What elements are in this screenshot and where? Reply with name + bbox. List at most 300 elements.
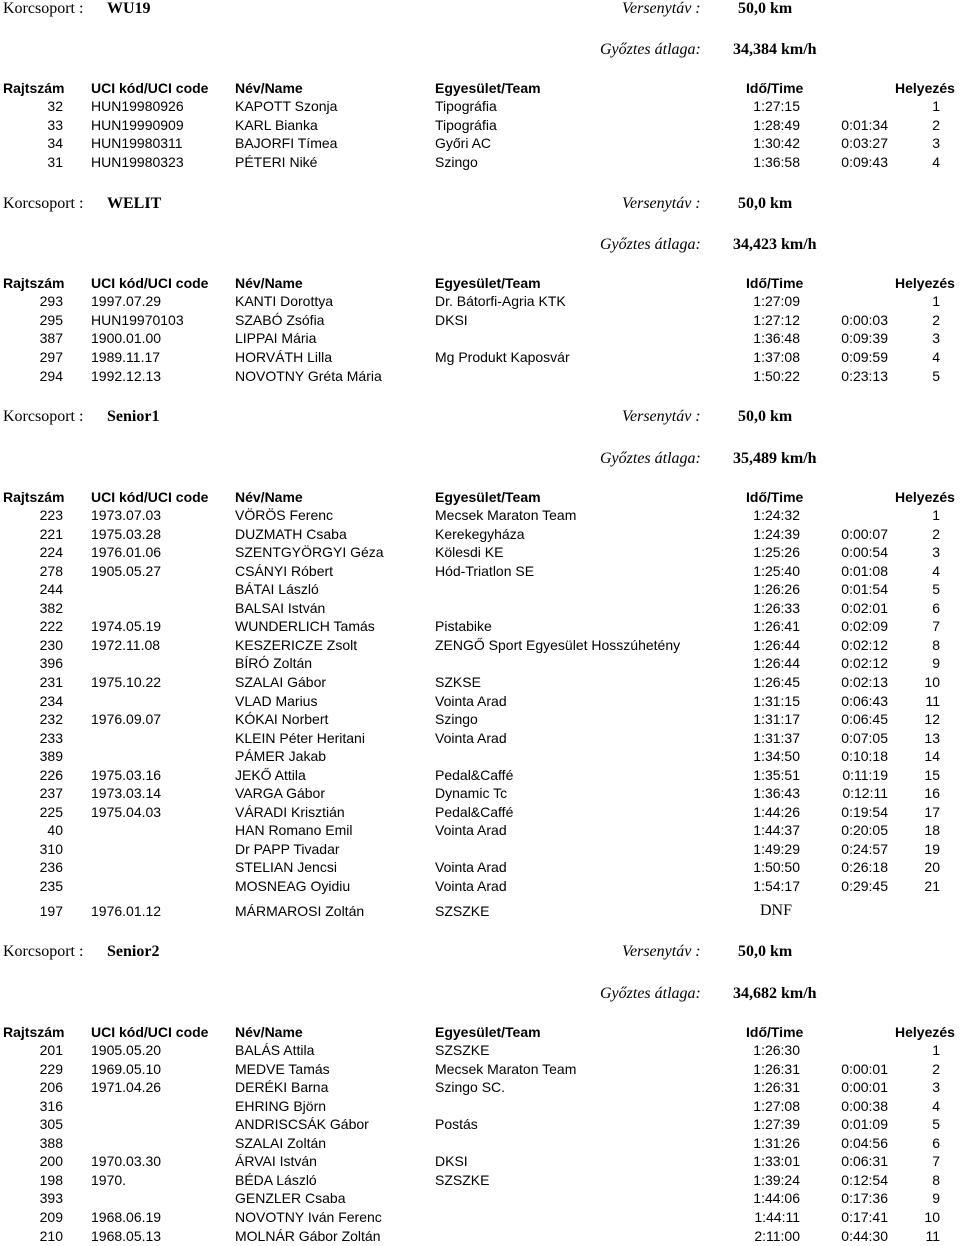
gap-cell: 0:01:08 [841, 562, 888, 579]
time-cell: 1:26:45 [753, 673, 800, 690]
rank-cell: 20 [924, 859, 940, 876]
team-cell: Szingo [435, 711, 478, 728]
header-name: Név/Name [235, 80, 303, 96]
rank-cell: 16 [924, 785, 940, 802]
time-cell: 1:44:26 [753, 803, 800, 820]
category-section [0, 0, 960, 171]
table-row [0, 544, 960, 562]
name-cell: WUNDERLICH Tamás [235, 618, 375, 635]
gap-cell: 0:02:01 [841, 599, 888, 616]
winner-average-value: 35,489 km/h [733, 450, 817, 467]
table-row [0, 804, 960, 822]
bib-cell: 209 [39, 1208, 63, 1225]
name-cell: DUZMATH Csaba [235, 525, 347, 542]
rank-cell: 6 [932, 599, 940, 616]
time-cell: 1:26:33 [753, 599, 800, 616]
category-name: Senior1 [107, 408, 160, 425]
bib-cell: 396 [39, 655, 63, 672]
table-row [0, 293, 960, 311]
rank-cell: 7 [932, 1153, 940, 1170]
gap-cell: 0:01:09 [841, 1116, 888, 1133]
rank-cell: 17 [924, 803, 940, 820]
time-cell: 1:39:24 [753, 1171, 800, 1188]
header-uci-code: UCI kód/UCI code [91, 80, 209, 96]
category-label: Korcsoport : [3, 943, 84, 960]
header-name: Név/Name [235, 1024, 303, 1040]
name-cell: STELIAN Jencsi [235, 859, 337, 876]
name-cell: VLAD Marius [235, 692, 318, 709]
category-name: Senior2 [107, 943, 160, 960]
uci-code-cell: HUN19980311 [91, 135, 183, 152]
time-cell: 1:27:08 [753, 1097, 800, 1114]
gap-cell: 0:00:54 [841, 544, 888, 561]
table-row [0, 1135, 960, 1153]
table-row [0, 1061, 960, 1079]
uci-code-cell: 1975.03.28 [91, 525, 162, 542]
time-cell: 1:31:17 [753, 711, 800, 728]
bib-cell: 293 [39, 293, 63, 309]
time-cell: 1:25:40 [753, 562, 800, 579]
winner-average-label: Győztes átlaga: [600, 985, 701, 1002]
gap-cell: 0:03:27 [841, 135, 888, 152]
name-cell: JEKŐ Attila [235, 766, 306, 783]
table-row [0, 330, 960, 348]
team-cell: Postás [435, 1116, 478, 1133]
time-cell: 1:44:37 [753, 822, 800, 839]
uci-code-cell: 1997.07.29 [91, 293, 162, 309]
rank-cell: 1 [932, 293, 940, 309]
name-cell: SZENTGYÖRGYI Géza [235, 544, 384, 561]
team-cell: Győri AC [435, 135, 492, 152]
name-cell: KESZERICZE Zsolt [235, 636, 358, 653]
header-team: Egyesület/Team [435, 489, 541, 505]
bib-cell: 234 [39, 692, 63, 709]
team-cell: SZSZKE [435, 903, 490, 919]
uci-code-cell: 1976.01.06 [91, 544, 162, 561]
uci-code-cell: 1992.12.13 [91, 367, 162, 384]
table-row [0, 767, 960, 785]
table-header [0, 1024, 960, 1042]
rank-cell: 2 [932, 1060, 940, 1077]
header-rank: Helyezés [895, 489, 955, 505]
uci-code-cell: 1975.04.03 [91, 803, 162, 820]
category-section [0, 195, 960, 384]
time-cell: 1:30:42 [753, 135, 800, 152]
table-row [0, 154, 960, 172]
table-row [0, 711, 960, 729]
table-row [0, 841, 960, 859]
time-cell: 1:27:12 [753, 311, 800, 328]
time-cell: 1:27:09 [753, 293, 800, 309]
header-team: Egyesület/Team [435, 275, 541, 291]
rank-cell: 11 [925, 1227, 940, 1244]
rank-cell: 15 [924, 766, 940, 783]
time-cell: 1:31:37 [753, 729, 800, 746]
table-row [0, 637, 960, 655]
time-cell: 1:24:39 [753, 525, 800, 542]
rank-cell: 3 [932, 135, 940, 152]
name-cell: MOSNEAG Oyidiu [235, 878, 351, 894]
rank-cell: 14 [924, 748, 940, 765]
name-cell: PÁMER Jakab [235, 748, 327, 765]
rank-cell: 1 [932, 507, 940, 523]
bib-cell: 34 [47, 135, 63, 152]
name-cell: BALSAI István [235, 599, 326, 616]
category-label: Korcsoport : [3, 195, 84, 212]
bib-cell: 198 [39, 1171, 63, 1188]
bib-cell: 244 [39, 581, 63, 598]
name-cell: HORVÁTH Lilla [235, 349, 332, 366]
header-name: Név/Name [235, 275, 303, 291]
bib-cell: 206 [39, 1079, 63, 1096]
winner-average-value: 34,423 km/h [733, 236, 817, 253]
table-row [0, 135, 960, 153]
distance-value: 50,0 km [738, 943, 793, 960]
bib-cell: 33 [47, 116, 63, 133]
bib-cell: 226 [39, 766, 63, 783]
team-cell: Tipográfia [435, 98, 497, 114]
header-rank: Helyezés [895, 275, 955, 291]
team-cell: Vointa Arad [435, 878, 507, 894]
time-cell: 1:31:26 [753, 1134, 800, 1151]
rank-cell: 2 [932, 311, 940, 328]
team-cell: ZENGŐ Sport Egyesület Hosszúhetény [435, 636, 681, 653]
table-row [0, 368, 960, 386]
uci-code-cell: 1968.06.19 [91, 1208, 162, 1225]
time-cell: 1:50:22 [753, 367, 800, 384]
dnf-status: DNF [760, 902, 793, 919]
uci-code-cell: 1970. [91, 1171, 127, 1188]
table-header [0, 275, 960, 293]
team-cell: Vointa Arad [435, 822, 507, 839]
distance-value: 50,0 km [738, 0, 793, 17]
rank-cell: 12 [924, 711, 940, 728]
name-cell: BAJORFI Tímea [235, 135, 338, 152]
table-row [0, 1042, 960, 1060]
category-section [0, 943, 960, 1244]
time-cell: 1:25:26 [753, 544, 800, 561]
rank-cell: 5 [932, 581, 940, 598]
gap-cell: 0:00:03 [841, 311, 888, 328]
team-cell: Pedal&Caffé [435, 766, 514, 783]
header-rank: Helyezés [895, 80, 955, 96]
uci-code-cell: 1973.07.03 [91, 507, 162, 523]
table-row [0, 117, 960, 135]
bib-cell: 224 [39, 544, 63, 561]
bib-cell: 236 [39, 859, 63, 876]
gap-cell: 0:06:43 [841, 692, 888, 709]
gap-cell: 0:20:05 [841, 822, 888, 839]
rank-cell: 18 [924, 822, 940, 839]
time-cell: 1:37:08 [753, 349, 800, 366]
time-cell: 1:36:58 [753, 154, 800, 171]
uci-code-cell: HUN19990909 [91, 116, 184, 133]
table-row [0, 618, 960, 636]
time-cell: 1:26:44 [753, 636, 800, 653]
name-cell: SZALAI Gábor [235, 673, 327, 690]
name-cell: SZABÓ Zsófia [235, 311, 325, 328]
team-cell: Mg Produkt Kaposvár [435, 349, 570, 366]
gap-cell: 0:09:39 [841, 330, 888, 347]
uci-code-cell: 1973.03.14 [91, 785, 162, 802]
table-row [0, 674, 960, 692]
time-cell: 1:44:11 [754, 1208, 800, 1225]
distance-label: Versenytáv : [622, 408, 701, 425]
name-cell: MÁRMAROSI Zoltán [235, 903, 365, 919]
table-row [0, 1116, 960, 1134]
gap-cell: 0:17:41 [841, 1208, 888, 1225]
rank-cell: 19 [924, 840, 940, 857]
name-cell: HAN Romano Emil [235, 822, 353, 839]
table-row [0, 526, 960, 544]
rank-cell: 2 [932, 116, 940, 133]
bib-cell: 316 [39, 1097, 63, 1114]
header-time: Idő/Time [746, 275, 804, 291]
gap-cell: 0:00:01 [841, 1079, 888, 1096]
time-cell: 1:26:44 [753, 655, 800, 672]
header-time: Idő/Time [746, 489, 804, 505]
gap-cell: 0:10:18 [841, 748, 888, 765]
bib-cell: 229 [39, 1060, 63, 1077]
name-cell: PÉTERI Niké [235, 154, 318, 171]
bib-cell: 278 [39, 562, 63, 579]
name-cell: VÖRÖS Ferenc [235, 507, 334, 523]
table-row [0, 878, 960, 896]
winner-average-label: Győztes átlaga: [600, 41, 701, 58]
gap-cell: 0:19:54 [841, 803, 888, 820]
rank-cell: 11 [925, 692, 940, 709]
header-bib: Rajtszám [3, 489, 65, 505]
table-header [0, 489, 960, 507]
table-row [0, 730, 960, 748]
team-cell: Pedal&Caffé [435, 803, 514, 820]
team-cell: SZSZKE [435, 1171, 490, 1188]
uci-code-cell: 1972.11.08 [91, 636, 161, 653]
table-row [0, 312, 960, 330]
name-cell: NOVOTNY Gréta Mária [235, 367, 382, 384]
gap-cell: 0:17:36 [841, 1190, 888, 1207]
gap-cell: 0:11:19 [842, 766, 888, 783]
time-cell: 1:26:30 [753, 1042, 800, 1058]
name-cell: MEDVE Tamás [235, 1060, 330, 1077]
time-cell: 1:27:39 [753, 1116, 800, 1133]
distance-value: 50,0 km [738, 195, 793, 212]
bib-cell: 305 [39, 1116, 63, 1133]
table-row [0, 693, 960, 711]
bib-cell: 387 [39, 330, 63, 347]
gap-cell: 0:23:13 [841, 367, 888, 384]
header-name: Név/Name [235, 489, 303, 505]
gap-cell: 0:12:11 [842, 785, 888, 802]
team-cell: Mecsek Maraton Team [435, 507, 577, 523]
team-cell: DKSI [435, 1153, 468, 1170]
team-cell: Kölesdi KE [435, 544, 504, 561]
name-cell: LIPPAI Mária [235, 330, 317, 347]
table-row [0, 98, 960, 116]
bib-cell: 294 [39, 367, 63, 384]
time-cell: 1:50:50 [753, 859, 800, 876]
table-row [0, 1172, 960, 1190]
rank-cell: 4 [932, 562, 940, 579]
rank-cell: 5 [932, 1116, 940, 1133]
name-cell: ÁRVAI István [235, 1153, 317, 1170]
team-cell: DKSI [435, 311, 468, 328]
uci-code-cell: 1905.05.20 [91, 1042, 162, 1058]
name-cell: KAPOTT Szonja [235, 98, 338, 114]
name-cell: KÓKAI Norbert [235, 711, 329, 728]
uci-code-cell: 1971.04.26 [91, 1079, 162, 1096]
rank-cell: 6 [932, 1134, 940, 1151]
bib-cell: 222 [39, 618, 63, 635]
time-cell: 1:36:48 [753, 330, 800, 347]
bib-cell: 235 [39, 878, 63, 894]
bib-cell: 388 [39, 1134, 63, 1151]
bib-cell: 200 [39, 1153, 63, 1170]
name-cell: BÉDA László [235, 1171, 317, 1188]
rank-cell: 7 [932, 618, 940, 635]
gap-cell: 0:00:01 [841, 1060, 888, 1077]
uci-code-cell: 1976.09.07 [91, 711, 162, 728]
bib-cell: 389 [39, 748, 63, 765]
uci-code-cell: 1976.01.12 [91, 903, 162, 919]
header-uci-code: UCI kód/UCI code [91, 1024, 209, 1040]
rank-cell: 4 [932, 1097, 940, 1114]
uci-code-cell: 1969.05.10 [91, 1060, 162, 1077]
time-cell: 1:49:29 [753, 840, 800, 857]
gap-cell: 0:01:54 [841, 581, 888, 598]
distance-label: Versenytáv : [622, 195, 701, 212]
time-cell: 1:33:01 [753, 1153, 800, 1170]
uci-code-cell: 1905.05.27 [91, 562, 162, 579]
bib-cell: 310 [39, 840, 63, 857]
gap-cell: 0:02:12 [841, 636, 888, 653]
name-cell: ANDRISCSÁK Gábor [235, 1116, 369, 1133]
category-label: Korcsoport : [3, 408, 84, 425]
time-cell: 2:11:00 [754, 1227, 800, 1244]
winner-average-value: 34,384 km/h [733, 41, 817, 58]
table-row [0, 655, 960, 673]
bib-cell: 237 [39, 785, 63, 802]
gap-cell: 0:01:34 [841, 116, 888, 133]
gap-cell: 0:04:56 [841, 1134, 888, 1151]
header-time: Idő/Time [746, 80, 804, 96]
team-cell: Pistabike [435, 618, 492, 635]
rank-cell: 4 [932, 349, 940, 366]
bib-cell: 230 [39, 636, 63, 653]
team-cell: Szingo [435, 154, 478, 171]
header-team: Egyesület/Team [435, 1024, 541, 1040]
bib-cell: 295 [39, 311, 63, 328]
bib-cell: 210 [39, 1227, 63, 1244]
team-cell: Tipográfia [435, 116, 497, 133]
header-uci-code: UCI kód/UCI code [91, 275, 209, 291]
table-row [0, 507, 960, 525]
table-row [0, 1228, 960, 1246]
uci-code-cell: 1975.03.16 [91, 766, 162, 783]
time-cell: 1:35:51 [753, 766, 800, 783]
name-cell: BÍRÓ Zoltán [235, 655, 313, 672]
name-cell: Dr PAPP Tivadar [235, 840, 340, 857]
name-cell: SZALAI Zoltán [235, 1134, 327, 1151]
header-team: Egyesület/Team [435, 80, 541, 96]
uci-code-cell: 1974.05.19 [91, 618, 162, 635]
uci-code-cell: 1975.10.22 [91, 673, 162, 690]
header-uci-code: UCI kód/UCI code [91, 489, 209, 505]
table-row [0, 1098, 960, 1116]
rank-cell: 10 [924, 673, 940, 690]
winner-average-label: Győztes átlaga: [600, 450, 701, 467]
header-bib: Rajtszám [3, 1024, 65, 1040]
team-cell: Vointa Arad [435, 729, 507, 746]
bib-cell: 297 [39, 349, 63, 366]
rank-cell: 9 [932, 655, 940, 672]
winner-average-value: 34,682 km/h [733, 985, 817, 1002]
gap-cell: 0:02:09 [841, 618, 888, 635]
team-cell: Kerekegyháza [435, 525, 525, 542]
gap-cell: 0:44:30 [841, 1227, 888, 1244]
team-cell: Vointa Arad [435, 859, 507, 876]
table-row [0, 1190, 960, 1208]
category-label: Korcsoport : [3, 0, 84, 17]
uci-code-cell: 1968.05.13 [91, 1227, 162, 1244]
uci-code-cell: 1970.03.30 [91, 1153, 162, 1170]
time-cell: 1:54:17 [753, 878, 800, 894]
winner-average-label: Győztes átlaga: [600, 236, 701, 253]
time-cell: 1:36:43 [753, 785, 800, 802]
uci-code-cell: HUN19980926 [91, 98, 184, 114]
name-cell: KANTI Dorottya [235, 293, 334, 309]
bib-cell: 225 [39, 803, 63, 820]
distance-label: Versenytáv : [622, 943, 701, 960]
table-row [0, 1079, 960, 1097]
distance-label: Versenytáv : [622, 0, 701, 17]
gap-cell: 0:12:54 [841, 1171, 888, 1188]
bib-cell: 231 [39, 673, 63, 690]
table-row [0, 581, 960, 599]
time-cell: 1:44:06 [753, 1190, 800, 1207]
name-cell: KLEIN Péter Heritani [235, 729, 365, 746]
time-cell: 1:34:50 [753, 748, 800, 765]
team-cell: SZSZKE [435, 1042, 490, 1058]
bib-cell: 393 [39, 1190, 63, 1207]
name-cell: CSÁNYI Róbert [235, 562, 334, 579]
bib-cell: 40 [47, 822, 63, 839]
rank-cell: 13 [924, 729, 940, 746]
name-cell: MOLNÁR Gábor Zoltán [235, 1227, 381, 1244]
table-row [0, 1209, 960, 1227]
rank-cell: 1 [932, 1042, 940, 1058]
table-row [0, 785, 960, 803]
name-cell: DERÉKI Barna [235, 1079, 329, 1096]
team-cell: Dr. Bátorfi-Agria KTK [435, 293, 566, 309]
gap-cell: 0:07:05 [841, 729, 888, 746]
table-row [0, 1153, 960, 1171]
gap-cell: 0:06:31 [841, 1153, 888, 1170]
rank-cell: 9 [932, 1190, 940, 1207]
uci-code-cell: 1900.01.00 [91, 330, 162, 347]
time-cell: 1:26:31 [753, 1060, 800, 1077]
name-cell: KARL Bianka [235, 116, 318, 133]
team-cell: Hód-Triatlon SE [435, 562, 535, 579]
name-cell: EHRING Björn [235, 1097, 327, 1114]
table-row [0, 600, 960, 618]
team-cell: SZKSE [435, 673, 481, 690]
name-cell: BALÁS Attila [235, 1042, 315, 1058]
time-cell: 1:26:41 [753, 618, 800, 635]
time-cell: 1:26:26 [753, 581, 800, 598]
table-row-dnf [0, 903, 960, 921]
bib-cell: 232 [39, 711, 63, 728]
